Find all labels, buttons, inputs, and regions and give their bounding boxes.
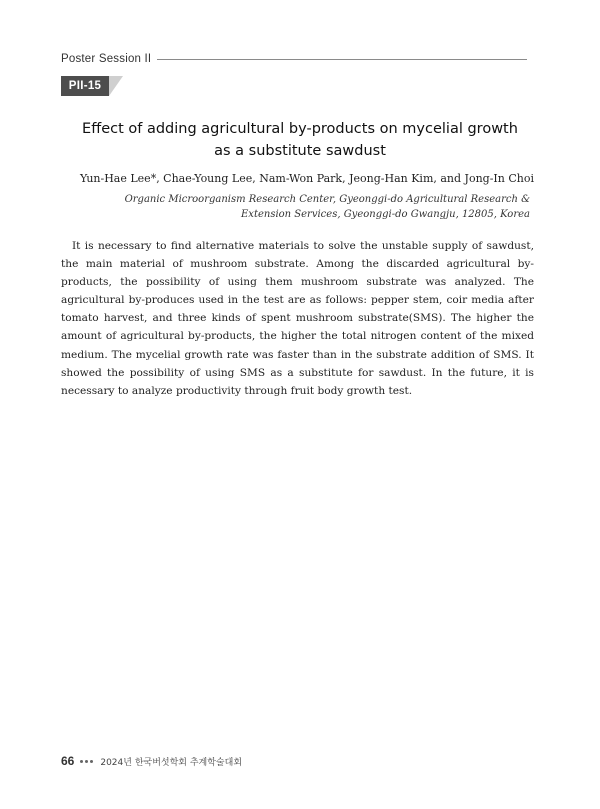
paper-title-line-2: as a substitute sawdust (214, 143, 386, 159)
footer-dot (85, 760, 88, 763)
page-footer (61, 753, 242, 769)
footer-dots (80, 760, 93, 763)
affiliation-line-1: Organic Microorganism Research Center, Gyeonggi-do Agricultural Research & (124, 194, 530, 205)
affiliation (125, 192, 530, 222)
header-rule (157, 59, 527, 60)
paper-title-line-1: Effect of adding agricultural by-products on mycelial growth (82, 121, 518, 137)
poster-id-badge (61, 76, 123, 96)
section-label: Poster Session II (61, 53, 152, 65)
footer-dot (90, 760, 93, 763)
abstract-text: It is necessary to find alternative materials to solve the unstable supply of sawdust, the main material of mushroom substrate. Among the discarded agricultural by-products, the possibility of using them mushroom substrate was analyzed. The agricultural by-produces used in the test are as follows: pepper stem, coir media after tomato harvest, and three kinds of spent mushroom substrate(SMS). The higher the amount of agricultural by-products, the higher the total nitrogen content of the mixed medium. The mycelial growth rate was faster than in the substrate addition of SMS. It showed the possibility of using SMS as a substitute for sawdust. In the future, it is necessary to analyze productivity through fruit body growth test. (61, 240, 534, 397)
author-list: Yun-Hae Lee*, Chae-Young Lee, Nam-Won Park, Jeong-Han Kim, and Jong-In Choi (80, 172, 534, 185)
affiliation-line-2: Extension Services, Gyeonggi-do Gwangju, 12805, Korea (241, 209, 530, 220)
badge-tail (109, 76, 123, 96)
footer-event-name: 2024년 한국버섯학회 추계학술대회 (100, 757, 243, 768)
poster-id-label: PII-15 (61, 76, 109, 96)
paper-title (70, 118, 530, 162)
footer-dot (80, 760, 83, 763)
running-header (61, 51, 527, 67)
page-number: 66 (61, 754, 75, 768)
